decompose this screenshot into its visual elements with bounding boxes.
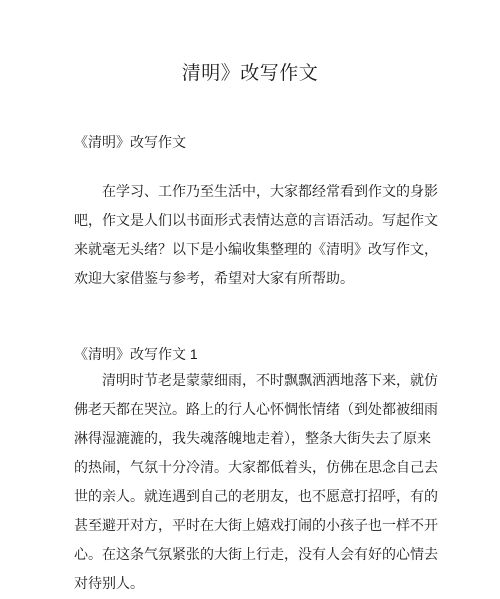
- paragraph-line: 淋得湿漉漉的，我失魂落魄地走着），整条大街失去了原来: [74, 431, 431, 447]
- paragraph-line: 欢迎大家借鉴与参考，希望对大家有所帮助。: [74, 271, 354, 287]
- section-heading-text: 《清明》改写作文: [74, 347, 186, 363]
- paragraph-line: 清明时节老是蒙蒙细雨，不时飘飘洒洒地落下来，就仿: [102, 373, 438, 389]
- paragraph-line: 在学习、工作乃至生活中，大家都经常看到作文的身影: [102, 184, 438, 200]
- paragraph-line: 心。在这条气氛紧张的大街上行走，没有人会有好的心情去: [74, 547, 438, 563]
- paragraph-line: 来就毫无头绪？以下是小编收集整理的《清明》改写作文，: [74, 242, 438, 258]
- paragraph-line: 的热闹，气氛十分冷清。大家都低着头，仿佛在思念自己去: [74, 460, 438, 476]
- paragraph-line: 甚至避开对方，平时在大街上嬉戏打闹的小孩子也一样不开: [74, 518, 438, 534]
- document-title: 清明》改写作文: [181, 62, 319, 84]
- paragraph-line: 吧，作文是人们以书面形式表情达意的言语活动。写起作文: [74, 213, 438, 229]
- section-number: 1: [189, 346, 198, 362]
- section-heading: [74, 344, 198, 364]
- paragraph-line: 对待别人。: [74, 576, 144, 592]
- document-subtitle: 《清明》改写作文: [74, 135, 186, 151]
- section-body-paragraph: [74, 367, 438, 599]
- intro-paragraph: [74, 178, 438, 294]
- paragraph-line: 佛老天都在哭泣。路上的行人心怀惆怅情绪（到处都被细雨: [74, 402, 438, 418]
- paragraph-line: 世的亲人。就连遇到自己的老朋友，也不愿意打招呼，有的: [74, 489, 438, 505]
